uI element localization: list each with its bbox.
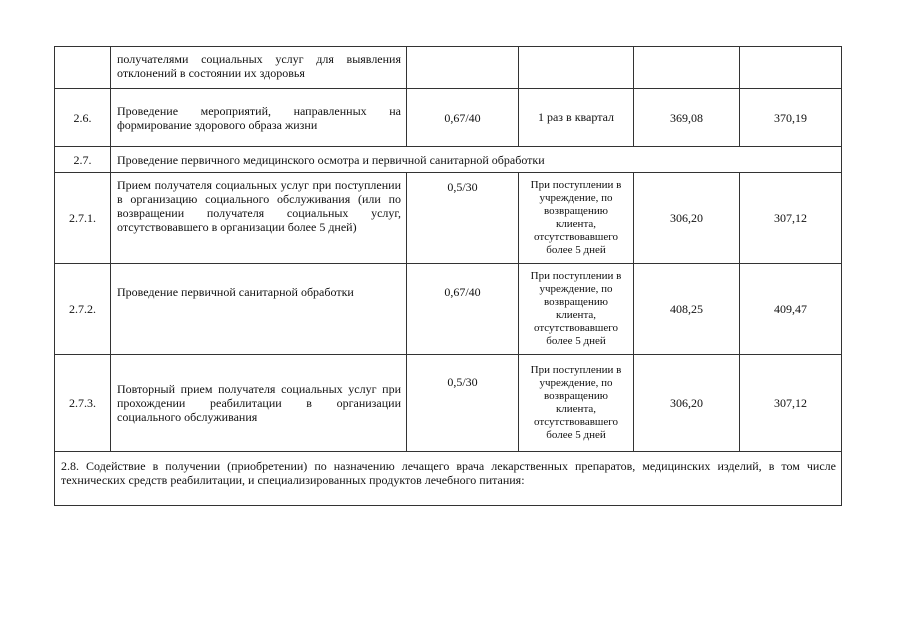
- table-row: [55, 452, 842, 506]
- table-row: [55, 355, 842, 452]
- row-number: 2.7.1.: [55, 173, 111, 264]
- row-number: 2.7.2.: [55, 264, 111, 355]
- table-row: [55, 89, 842, 147]
- time-norm: 0,67/40: [407, 89, 519, 147]
- tariff-1: 306,20: [634, 173, 740, 264]
- service-description: Прием получателя социальных услуг при поступлении в организацию социального обслуживания (или по возвращении получателя социальных услуг, отсутствовавшего в организации более 5 дней): [111, 173, 407, 264]
- time-norm: 0,67/40: [407, 264, 519, 355]
- time-norm: 0,5/30: [407, 173, 519, 264]
- row-number: 2.6.: [55, 89, 111, 147]
- tariff-1: 369,08: [634, 89, 740, 147]
- tariff-2: 370,19: [740, 89, 842, 147]
- tariff-2: [740, 47, 842, 89]
- frequency: При поступлении в учреждение, по возвращению клиента, отсутствовавшего более 5 дней: [519, 264, 634, 355]
- services-table: [54, 46, 842, 506]
- tariff-2: 307,12: [740, 355, 842, 452]
- service-description: получателями социальных услуг для выявления отклонений в состоянии их здоровья: [111, 47, 407, 89]
- time-norm: [407, 47, 519, 89]
- section-title: Проведение первичного медицинского осмотра и первичной санитарной обработки: [111, 147, 842, 173]
- service-description: Проведение мероприятий, направленных на формирование здорового образа жизни: [111, 89, 407, 147]
- time-norm: 0,5/30: [407, 355, 519, 452]
- service-description: Проведение первичной санитарной обработки: [111, 264, 407, 355]
- service-description: Повторный прием получателя социальных услуг при прохождении реабилитации в организации социального обслуживания: [111, 355, 407, 452]
- tariff-2: 409,47: [740, 264, 842, 355]
- frequency: При поступлении в учреждение, по возвращению клиента, отсутствовавшего более 5 дней: [519, 355, 634, 452]
- row-number: 2.7.: [55, 147, 111, 173]
- frequency: При поступлении в учреждение, по возвращению клиента, отсутствовавшего более 5 дней: [519, 173, 634, 264]
- tariff-1: 306,20: [634, 355, 740, 452]
- row-number: [55, 47, 111, 89]
- row-number: 2.7.3.: [55, 355, 111, 452]
- frequency: [519, 47, 634, 89]
- table-row: [55, 147, 842, 173]
- table-row: [55, 173, 842, 264]
- tariff-1: [634, 47, 740, 89]
- section-2-8-text: 2.8. Содействие в получении (приобретении) по назначению лечащего врача лекарственных препаратов, медицинских изделий, в том числе технических средств реабилитации, и специализированных продуктов лечебного питания:: [55, 452, 842, 506]
- table-row: [55, 264, 842, 355]
- frequency: 1 раз в квартал: [519, 89, 634, 147]
- tariff-2: 307,12: [740, 173, 842, 264]
- table-row: [55, 47, 842, 89]
- tariff-1: 408,25: [634, 264, 740, 355]
